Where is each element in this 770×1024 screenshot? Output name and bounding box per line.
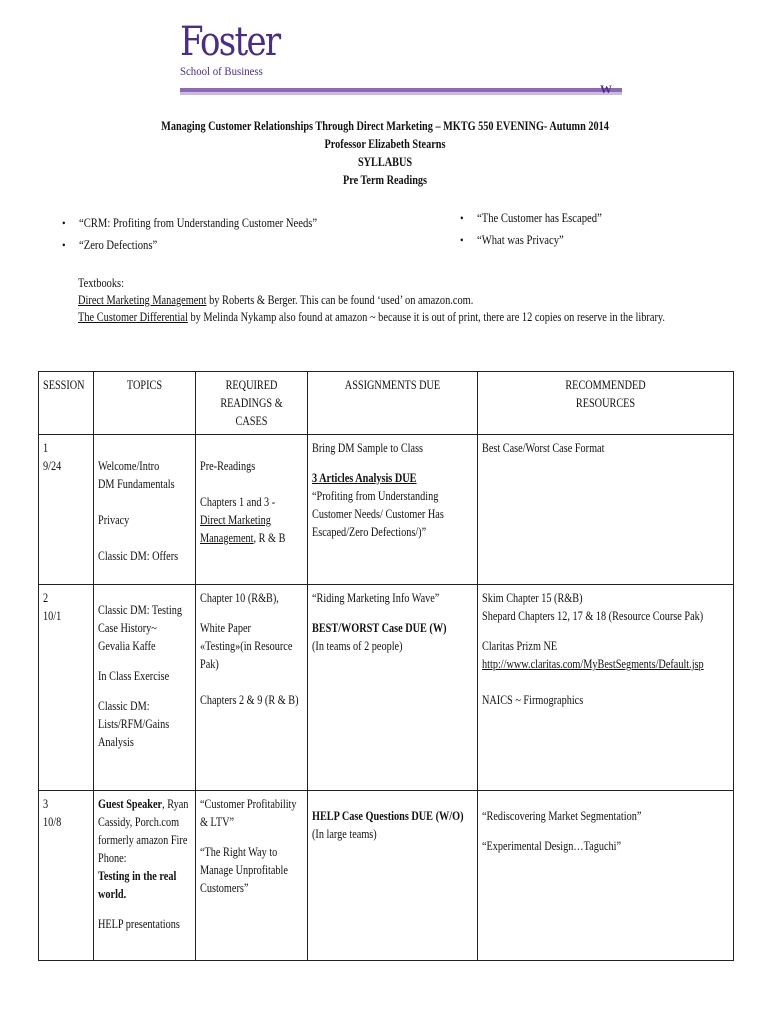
course-title: Managing Customer Relationships Through Direct Marketing – MKTG 550 EVENING- Autumn 2014 (161, 119, 609, 133)
table-row (39, 791, 734, 961)
table-row (39, 585, 734, 791)
recommended-cell: “Rediscovering Market Segmentation” “Experimental Design…Taguchi” (478, 791, 734, 961)
uw-mark: W (600, 82, 612, 96)
table-row (39, 435, 734, 585)
textbook-1: Direct Marketing Management by Roberts & Berger. This can be found ‘used’ on amazon.com. (78, 293, 474, 307)
topics-cell: Guest Speaker, Ryan Cassidy, Porch.com formerly amazon Fire Phone: Testing in the real world. HELP presentations (94, 791, 196, 961)
professor-name: Professor Elizabeth Stearns (324, 137, 446, 151)
reading-item: • “Zero Defections” (62, 234, 317, 256)
syllabus-header (0, 117, 770, 189)
recommended-cell: Skim Chapter 15 (R&B) Shepard Chapters 12, 17 & 18 (Resource Course Pak) Claritas Prizm NE http://www.claritas.com/MyBestSegments/Default.jsp NAICS ~ Firmographics (478, 585, 734, 791)
required-cell: Pre-Readings Chapters 1 and 3 - Direct Marketing Management, R & B (196, 435, 308, 585)
reading-item: • “CRM: Profiting from Understanding Customer Needs” (62, 212, 317, 234)
session-cell: 3 10/8 (39, 791, 94, 961)
assignments-cell: “Riding Marketing Info Wave” BEST/WORST Case DUE (W) (In teams of 2 people) (308, 585, 478, 791)
foster-logo (180, 19, 297, 79)
reading-item: • “What was Privacy” (460, 229, 602, 251)
header-recommended: RECOMMENDED RESOURCES (478, 372, 734, 435)
header-topics: TOPICS (94, 372, 196, 435)
textbook-1-title: Direct Marketing Management (78, 293, 207, 307)
textbook-2-title: The Customer Differential (78, 310, 188, 324)
pre-term-label: Pre Term Readings (342, 173, 428, 187)
pre-readings-left (62, 212, 362, 256)
topics-cell: Classic DM: Testing Case History~ Gevalia Kaffe In Class Exercise Classic DM: Lists/RFM/Gains Analysis (94, 585, 196, 791)
logo-wordmark: Foster (180, 19, 280, 65)
table-header-row (39, 372, 734, 435)
required-cell: Chapter 10 (R&B), White Paper «Testing»(in Resource Pak) Chapters 2 & 9 (R & B) (196, 585, 308, 791)
assignments-cell: HELP Case Questions DUE (W/O) (In large teams) (308, 791, 478, 961)
logo-subtitle: School of Business (180, 64, 263, 78)
header-rule-light (180, 92, 622, 95)
reading-item: • “The Customer has Escaped” (460, 207, 602, 229)
required-cell: “Customer Profitability & LTV” “The Right Way to Manage Unprofitable Customers” (196, 791, 308, 961)
header-required: REQUIRED READINGS & CASES (196, 372, 308, 435)
textbook-2: The Customer Differential by Melinda Nykamp also found at amazon ~ because it is out of print, there are 12 copies on reserve in the library. (78, 310, 666, 324)
topics-cell: Welcome/Intro DM Fundamentals Privacy Classic DM: Offers (94, 435, 196, 585)
session-cell: 1 9/24 (39, 435, 94, 585)
assignments-cell: Bring DM Sample to Class 3 Articles Analysis DUE “Profiting from Understanding Customer Needs/ Customer Has Escaped/Zero Defections/)” (308, 435, 478, 585)
textbooks-label: Textbooks: (78, 276, 124, 290)
pre-readings-right (460, 207, 627, 251)
header-assignments: ASSIGNMENTS DUE (308, 372, 478, 435)
recommended-cell: Best Case/Worst Case Format (478, 435, 734, 585)
syllabus-label: SYLLABUS (357, 155, 413, 169)
session-cell: 2 10/1 (39, 585, 94, 791)
schedule-table (38, 371, 734, 961)
textbooks-section (78, 275, 770, 326)
header-session: SESSION (39, 372, 94, 435)
claritas-link[interactable]: http://www.claritas.com/MyBestSegments/Default.jsp (482, 657, 704, 671)
